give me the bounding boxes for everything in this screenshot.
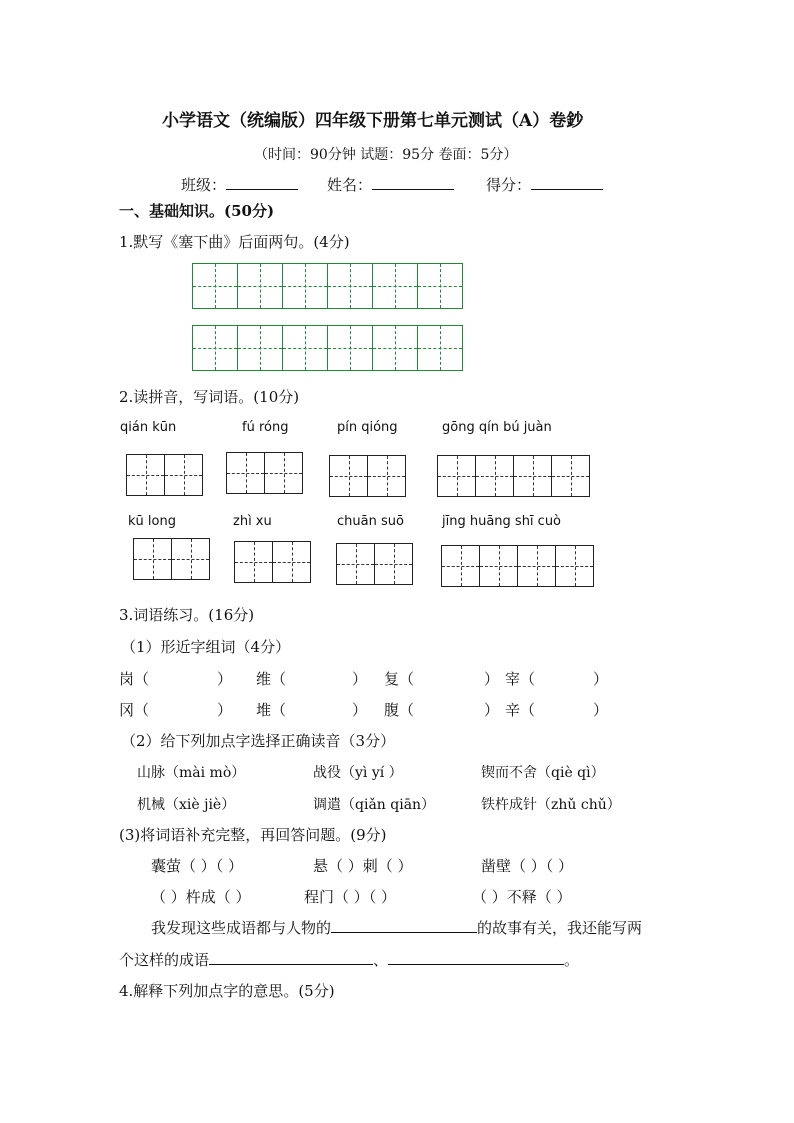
box-cell[interactable]	[513, 455, 552, 497]
char-compare-item: 复（	[384, 670, 415, 688]
answer-box[interactable]	[234, 541, 310, 583]
char-compare-item: 宰（	[505, 670, 536, 688]
class-blank[interactable]	[226, 175, 298, 190]
grid-cell[interactable]	[327, 325, 373, 371]
pronunciation-item: 铁杵成针（zhǔ chǔ）	[481, 797, 621, 813]
question-3: 3.词语练习。(16分)	[119, 606, 255, 624]
score-blank[interactable]	[531, 175, 603, 190]
pinyin-label: fú róng	[242, 420, 289, 435]
prompt-text: 我发现这些成语都与人物的	[151, 919, 332, 937]
char-compare-item: 堆（	[256, 701, 287, 719]
grid-cell[interactable]	[192, 325, 238, 371]
name-label: 姓名：	[327, 176, 373, 194]
answer-blank[interactable]	[209, 950, 373, 965]
box-cell[interactable]	[555, 545, 594, 587]
box-cell[interactable]	[437, 455, 476, 497]
bracket-close: ）	[217, 670, 233, 688]
grid-cell[interactable]	[417, 263, 463, 309]
pinyin-label: jīng huāng shī cuò	[442, 514, 562, 529]
bracket-close: ）	[593, 701, 609, 719]
question-prompt-line-1	[151, 917, 642, 938]
idiom-item: （ ）杵成（ ）	[151, 888, 251, 906]
grid-cell[interactable]	[372, 325, 418, 371]
page-title: 小学语文（统编版）四年级下册第七单元测试（A）卷鈔	[162, 111, 584, 131]
sub-question-3: (3)将词语补充完整，再回答问题。(9分)	[119, 826, 387, 844]
box-cell[interactable]	[336, 543, 375, 585]
bracket-close: ）	[352, 701, 368, 719]
bracket-close: ）	[593, 670, 609, 688]
period: 。	[564, 951, 580, 969]
answer-box[interactable]	[437, 455, 589, 497]
answer-blank[interactable]	[331, 918, 477, 933]
separator: 、	[373, 951, 389, 969]
pinyin-label: qián kūn	[120, 420, 177, 435]
name-blank[interactable]	[372, 175, 454, 190]
exam-info: （时间：90分钟 试题：95分 卷面：5分）	[254, 147, 518, 163]
grid-cell[interactable]	[282, 263, 328, 309]
box-cell[interactable]	[234, 541, 273, 583]
score-field	[486, 174, 603, 195]
pinyin-label: chuān suō	[337, 514, 404, 529]
grid-cell[interactable]	[237, 325, 283, 371]
box-cell[interactable]	[479, 545, 518, 587]
writing-grid-line-1[interactable]	[192, 263, 462, 309]
box-cell[interactable]	[171, 538, 210, 580]
class-label: 班级：	[181, 176, 227, 194]
box-cell[interactable]	[475, 455, 514, 497]
box-cell[interactable]	[441, 545, 480, 587]
pinyin-label: pín qióng	[337, 420, 398, 435]
grid-cell[interactable]	[372, 263, 418, 309]
sub-question-2: （2）给下列加点字选择正确读音（3分）	[121, 732, 396, 750]
char-compare-item: 维（	[256, 670, 287, 688]
question-4: 4.解释下列加点字的意思。(5分)	[119, 982, 335, 1000]
prompt-text: 个这样的成语	[119, 951, 210, 969]
grid-cell[interactable]	[417, 325, 463, 371]
bracket-close: ）	[217, 701, 233, 719]
char-compare-item: 冈（	[119, 701, 150, 719]
answer-box[interactable]	[126, 454, 202, 496]
answer-box[interactable]	[226, 452, 302, 494]
pinyin-label: kū long	[128, 514, 176, 529]
pronunciation-item: 战役（yì yí ）	[313, 765, 403, 781]
pronunciation-item: 锲而不舍（qiè qì）	[481, 765, 605, 781]
bracket-close: ）	[484, 670, 500, 688]
grid-cell[interactable]	[327, 263, 373, 309]
grid-cell[interactable]	[282, 325, 328, 371]
box-cell[interactable]	[264, 452, 303, 494]
box-cell[interactable]	[517, 545, 556, 587]
box-cell[interactable]	[133, 538, 172, 580]
question-prompt-line-2	[119, 949, 579, 970]
box-cell[interactable]	[367, 455, 406, 497]
pronunciation-item: 山脉（mài mò）	[137, 765, 246, 781]
prompt-text: 的故事有关，我还能写两	[477, 919, 643, 937]
writing-grid-line-2[interactable]	[192, 325, 462, 371]
box-cell[interactable]	[272, 541, 311, 583]
box-cell[interactable]	[164, 454, 203, 496]
section-heading: 一、基础知识。(50分)	[119, 202, 275, 220]
pronunciation-item: 调遣（qiǎn qiān）	[313, 797, 436, 813]
box-cell[interactable]	[374, 543, 413, 585]
grid-cell[interactable]	[237, 263, 283, 309]
box-cell[interactable]	[551, 455, 590, 497]
char-compare-item: 辛（	[505, 701, 536, 719]
answer-blank[interactable]	[388, 950, 564, 965]
bracket-close: ）	[484, 701, 500, 719]
box-cell[interactable]	[329, 455, 368, 497]
answer-box[interactable]	[329, 455, 405, 497]
bracket-close: ）	[352, 670, 368, 688]
question-1: 1.默写《塞下曲》后面两句。(4分)	[119, 233, 350, 251]
idiom-item: （ ）不释（ ）	[472, 888, 572, 906]
char-compare-item: 岗（	[119, 670, 150, 688]
idiom-item: 程门（ ）（ ）	[304, 888, 397, 906]
pronunciation-item: 机械（xiè jiè）	[137, 797, 236, 813]
score-label: 得分：	[486, 176, 532, 194]
idiom-item: 囊萤（ ）（ ）	[151, 857, 244, 875]
answer-box[interactable]	[336, 543, 412, 585]
pinyin-label: gōng qín bú juàn	[442, 420, 552, 435]
name-field	[327, 174, 454, 195]
idiom-item: 悬（ ）刺（ ）	[313, 857, 413, 875]
class-field	[181, 174, 298, 195]
grid-cell[interactable]	[192, 263, 238, 309]
char-compare-item: 腹（	[384, 701, 415, 719]
box-cell[interactable]	[126, 454, 165, 496]
pinyin-label: zhì xu	[233, 514, 272, 529]
question-2: 2.读拼音，写词语。(10分)	[119, 388, 300, 406]
box-cell[interactable]	[226, 452, 265, 494]
idiom-item: 凿壁（ ）（ ）	[481, 857, 574, 875]
answer-box[interactable]	[133, 538, 209, 580]
sub-question-1: （1）形近字组词（4分）	[121, 638, 291, 656]
answer-box[interactable]	[441, 545, 593, 587]
